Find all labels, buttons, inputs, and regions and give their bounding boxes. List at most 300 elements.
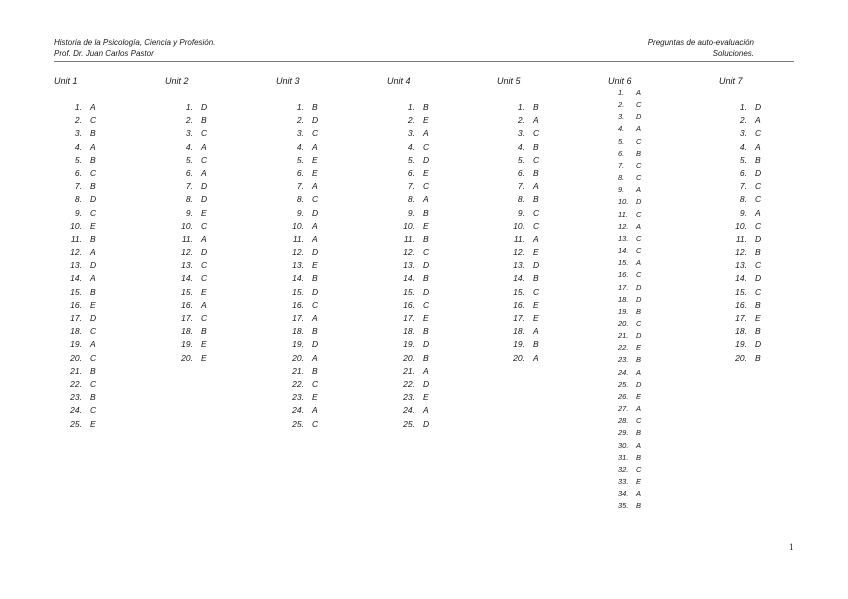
answer-item	[387, 233, 429, 246]
answer-item	[387, 207, 429, 220]
answer-item	[276, 286, 318, 299]
page-number: 1	[789, 542, 794, 552]
question-number: 5.	[739, 154, 747, 165]
answer-letter: D	[755, 167, 762, 178]
answer-letter: D	[312, 286, 319, 297]
answer-item	[618, 318, 641, 330]
unit-title: Unit 1	[54, 76, 78, 86]
question-number: 17.	[735, 313, 747, 323]
answer-letter: B	[312, 365, 318, 376]
answer-letter: E	[636, 343, 642, 353]
question-number: 7.	[407, 181, 415, 192]
answer-item	[387, 246, 429, 259]
answer-item	[276, 193, 318, 206]
answer-letter: A	[533, 352, 539, 363]
answer-letter: C	[90, 207, 97, 218]
question-number: 24.	[292, 405, 304, 416]
answer-letter: A	[533, 115, 539, 126]
question-number: 5.	[296, 154, 304, 165]
answer-letter: A	[90, 339, 96, 350]
answer-item	[276, 404, 318, 417]
answer-letter: B	[312, 273, 318, 284]
answer-item	[719, 272, 761, 285]
unit-column-5	[497, 75, 539, 365]
answer-item	[54, 180, 96, 193]
answer-letter: A	[533, 181, 539, 192]
question-number: 10.	[70, 220, 82, 231]
answer-item	[719, 101, 761, 114]
answer-item	[497, 101, 539, 114]
answer-letter: C	[636, 416, 642, 426]
question-number: 4.	[296, 141, 304, 152]
question-number: 16.	[618, 270, 629, 280]
question-number: 14.	[181, 273, 193, 284]
question-number: 16.	[735, 299, 747, 310]
answer-letter: E	[312, 260, 318, 271]
answer-letter: C	[201, 313, 208, 323]
answer-letter: D	[423, 378, 430, 389]
answer-letter: B	[423, 352, 429, 363]
question-number: 16.	[513, 299, 525, 310]
answer-item	[165, 127, 207, 140]
answer-item	[719, 233, 761, 246]
question-number: 2.	[296, 115, 304, 126]
question-number: 13.	[181, 260, 193, 271]
answer-letter: D	[636, 112, 642, 122]
unit-title: Unit 7	[719, 76, 743, 86]
answer-letter: C	[636, 173, 642, 183]
answer-letter: C	[423, 141, 430, 152]
answer-item	[719, 299, 761, 312]
answer-letter: A	[201, 233, 207, 244]
answer-letter: A	[423, 128, 429, 139]
answer-item	[618, 269, 641, 281]
answer-item	[618, 488, 641, 500]
answer-item	[276, 114, 318, 127]
answer-item	[719, 352, 761, 365]
answer-letter: B	[533, 167, 539, 178]
question-number: 12.	[292, 247, 304, 258]
answer-item	[276, 233, 318, 246]
answer-letter: C	[201, 273, 208, 284]
answer-item	[618, 111, 641, 123]
answer-item	[276, 418, 318, 431]
question-number: 16.	[292, 299, 304, 310]
question-number: 15.	[181, 286, 193, 297]
answer-letter: D	[533, 260, 540, 271]
question-number: 12.	[70, 247, 82, 258]
answer-letter: C	[423, 181, 430, 192]
question-number: 21.	[70, 365, 82, 376]
answer-letter: E	[533, 299, 539, 310]
answer-item	[54, 365, 96, 378]
answer-list	[165, 101, 207, 365]
question-number: 20.	[735, 352, 747, 363]
answer-letter: A	[90, 102, 96, 112]
answer-letter: A	[636, 124, 642, 134]
answer-item	[276, 272, 318, 285]
question-number: 21.	[618, 331, 629, 341]
answer-item	[54, 220, 96, 233]
answer-item	[54, 286, 96, 299]
answer-item	[387, 154, 429, 167]
answer-letter: A	[312, 233, 318, 244]
document-header-right	[648, 37, 754, 59]
question-number: 17.	[513, 313, 525, 323]
answer-letter: E	[90, 299, 96, 310]
answer-item	[165, 246, 207, 259]
unit-column-4	[387, 75, 429, 431]
question-number: 14.	[70, 273, 82, 284]
answer-item	[54, 338, 96, 351]
answer-letter: C	[312, 299, 319, 310]
question-number: 14.	[618, 246, 629, 256]
answer-letter: D	[201, 181, 208, 192]
question-number: 1.	[739, 102, 747, 112]
answer-item	[165, 141, 207, 154]
question-number: 12.	[618, 221, 629, 231]
answer-letter: A	[201, 141, 207, 152]
answer-letter: B	[90, 286, 96, 297]
answer-item	[387, 259, 429, 272]
question-number: 30.	[618, 440, 629, 450]
question-number: 7.	[517, 181, 525, 192]
answer-item	[719, 246, 761, 259]
answer-letter: E	[423, 220, 429, 231]
question-number: 5.	[517, 154, 525, 165]
question-number: 4.	[185, 141, 193, 152]
answer-letter: A	[312, 181, 318, 192]
answer-letter: A	[636, 185, 642, 195]
answer-item	[387, 352, 429, 365]
question-number: 15.	[292, 286, 304, 297]
question-number: 19.	[403, 339, 415, 350]
answer-item	[618, 136, 641, 148]
answer-letter: E	[636, 391, 642, 401]
answer-letter: A	[312, 141, 318, 152]
answer-letter: D	[423, 418, 430, 429]
answer-item	[54, 114, 96, 127]
question-number: 25.	[618, 379, 629, 389]
unit-column-7	[719, 75, 761, 365]
answer-letter: E	[423, 115, 429, 126]
answer-letter: B	[201, 115, 207, 126]
answer-item	[54, 325, 96, 338]
answer-letter: A	[423, 405, 429, 416]
question-number: 8.	[185, 194, 193, 205]
answer-letter: B	[533, 273, 539, 284]
answer-letter: C	[533, 220, 540, 231]
question-number: 14.	[513, 273, 525, 284]
answer-item	[719, 154, 761, 167]
answer-item	[618, 440, 641, 452]
answer-letter: C	[636, 270, 642, 280]
answer-letter: C	[636, 318, 642, 328]
answer-item	[276, 207, 318, 220]
answer-letter: A	[90, 247, 96, 258]
answer-letter: E	[423, 167, 429, 178]
answer-item	[497, 312, 539, 325]
answer-letter: E	[201, 207, 207, 218]
question-number: 11.	[403, 233, 415, 244]
question-number: 17.	[181, 313, 193, 323]
question-number: 4.	[618, 124, 625, 134]
question-number: 13.	[70, 260, 82, 271]
answer-letter: E	[533, 313, 539, 323]
answer-item	[276, 246, 318, 259]
answer-item	[618, 87, 641, 99]
answer-letter: B	[755, 247, 761, 258]
answer-letter: C	[533, 207, 540, 218]
answer-letter: A	[90, 141, 96, 152]
answer-list	[719, 101, 761, 365]
answer-letter: B	[533, 194, 539, 205]
answer-letter: D	[201, 194, 208, 205]
answer-letter: D	[636, 197, 642, 207]
answer-item	[165, 101, 207, 114]
answer-letter: C	[312, 128, 319, 139]
answer-item	[387, 286, 429, 299]
question-number: 8.	[618, 173, 625, 183]
question-number: 8.	[517, 194, 525, 205]
answer-letter: D	[312, 115, 319, 126]
question-number: 27.	[618, 404, 629, 414]
answer-letter: B	[423, 207, 429, 218]
answer-item	[165, 167, 207, 180]
answer-letter: B	[90, 128, 96, 139]
answer-letter: E	[533, 247, 539, 258]
answer-letter: A	[636, 258, 642, 268]
answer-item	[618, 196, 641, 208]
answer-list	[54, 101, 96, 431]
question-number: 9.	[74, 207, 82, 218]
question-number: 20.	[513, 352, 525, 363]
answer-item	[387, 220, 429, 233]
answer-item	[497, 352, 539, 365]
question-number: 4.	[739, 141, 747, 152]
answer-letter: D	[636, 331, 642, 341]
question-number: 11.	[735, 233, 747, 244]
question-number: 33.	[618, 477, 629, 486]
question-number: 5.	[618, 136, 625, 146]
answer-letter: A	[755, 207, 761, 218]
answer-letter: D	[90, 260, 97, 271]
question-number: 11.	[70, 233, 82, 244]
question-number: 1.	[296, 102, 304, 112]
answer-item	[276, 220, 318, 233]
answer-item	[618, 233, 641, 245]
answer-item	[54, 154, 96, 167]
answer-letter: C	[90, 326, 97, 337]
unit-title: Unit 3	[276, 76, 300, 86]
answer-item	[165, 325, 207, 338]
answer-letter: D	[423, 339, 430, 350]
answer-letter: B	[423, 102, 429, 112]
answer-item	[276, 312, 318, 325]
answer-letter: B	[533, 102, 539, 112]
answer-letter: A	[636, 367, 642, 377]
question-number: 1.	[74, 102, 82, 112]
answer-item	[618, 427, 641, 439]
answer-item	[618, 500, 641, 512]
answer-item	[276, 365, 318, 378]
answer-item	[387, 141, 429, 154]
question-number: 12.	[735, 247, 747, 258]
answer-letter: C	[636, 209, 642, 219]
question-number: 17.	[403, 313, 415, 323]
question-number: 22.	[292, 378, 304, 389]
answer-item	[497, 167, 539, 180]
question-number: 3.	[739, 128, 747, 139]
answer-letter: E	[201, 339, 207, 350]
question-number: 7.	[618, 160, 625, 170]
answer-letter: B	[755, 326, 761, 337]
answer-item	[618, 464, 641, 476]
question-number: 21.	[292, 365, 304, 376]
answer-item	[618, 160, 641, 172]
answer-letter: A	[636, 88, 642, 97]
answer-letter: C	[90, 352, 97, 363]
answer-letter: D	[755, 233, 762, 244]
answer-list	[276, 101, 318, 431]
question-number: 11.	[181, 233, 193, 244]
question-number: 3.	[296, 128, 304, 139]
answer-item	[54, 259, 96, 272]
answer-letter: A	[201, 167, 207, 178]
answer-item	[497, 286, 539, 299]
answer-item	[165, 338, 207, 351]
answer-item	[276, 154, 318, 167]
answer-letter: A	[423, 365, 429, 376]
answer-letter: B	[90, 181, 96, 192]
unit-title: Unit 4	[387, 76, 411, 86]
question-number: 2.	[185, 115, 193, 126]
answer-item	[54, 378, 96, 391]
question-number: 35.	[618, 501, 629, 511]
answer-letter: D	[201, 102, 208, 112]
question-number: 6.	[517, 167, 525, 178]
answer-item	[719, 141, 761, 154]
answer-letter: D	[423, 286, 430, 297]
answer-item	[54, 167, 96, 180]
answer-letter: B	[636, 148, 642, 158]
question-number: 9.	[739, 207, 747, 218]
question-number: 20.	[292, 352, 304, 363]
question-number: 19.	[618, 306, 629, 316]
answer-item	[387, 193, 429, 206]
answer-item	[165, 299, 207, 312]
question-number: 15.	[513, 286, 525, 297]
question-number: 16.	[181, 299, 193, 310]
answer-item	[618, 148, 641, 160]
answer-letter: C	[636, 136, 642, 146]
answer-letter: A	[90, 273, 96, 284]
answer-item	[618, 209, 641, 221]
answer-item	[276, 378, 318, 391]
answer-item	[54, 127, 96, 140]
answer-letter: D	[201, 247, 208, 258]
answer-letter: B	[533, 141, 539, 152]
answer-letter: D	[636, 282, 642, 292]
question-number: 1.	[185, 102, 193, 112]
answer-item	[387, 299, 429, 312]
question-number: 11.	[618, 209, 628, 219]
question-number: 8.	[407, 194, 415, 205]
answer-letter: C	[755, 128, 762, 139]
question-number: 8.	[74, 194, 82, 205]
answer-letter: E	[201, 352, 207, 363]
answer-item	[719, 180, 761, 193]
question-number: 15.	[618, 258, 629, 268]
professor-name: Prof. Dr. Juan Carlos Pastor	[54, 49, 154, 58]
question-number: 21.	[403, 365, 415, 376]
answer-item	[618, 452, 641, 464]
question-number: 9.	[296, 207, 304, 218]
answer-letter: E	[312, 392, 318, 403]
answer-letter: D	[312, 207, 319, 218]
answer-item	[719, 259, 761, 272]
answer-item	[387, 378, 429, 391]
answer-letter: B	[90, 365, 96, 376]
answer-item	[276, 299, 318, 312]
answer-letter: B	[312, 102, 318, 112]
answer-item	[165, 286, 207, 299]
answer-list	[497, 101, 539, 365]
answer-item	[719, 114, 761, 127]
answer-item	[165, 352, 207, 365]
answer-item	[497, 207, 539, 220]
question-number: 10.	[513, 220, 525, 231]
answer-item	[54, 299, 96, 312]
answer-letter: C	[636, 160, 642, 170]
question-number: 15.	[735, 286, 747, 297]
question-number: 8.	[739, 194, 747, 205]
answer-letter: E	[312, 154, 318, 165]
answer-letter: C	[312, 418, 319, 429]
question-number: 13.	[618, 233, 629, 243]
answer-item	[618, 172, 641, 184]
answer-letter: B	[636, 306, 642, 316]
answer-item	[165, 180, 207, 193]
answer-item	[497, 220, 539, 233]
question-number: 4.	[407, 141, 415, 152]
answer-letter: C	[201, 260, 208, 271]
question-number: 20.	[403, 352, 415, 363]
answer-item	[54, 418, 96, 431]
answer-letter: B	[423, 326, 429, 337]
question-number: 12.	[513, 247, 525, 258]
answer-letter: A	[312, 352, 318, 363]
question-number: 12.	[181, 247, 193, 258]
answer-item	[387, 404, 429, 417]
question-number: 10.	[618, 197, 629, 207]
question-number: 6.	[618, 148, 625, 158]
answer-letter: A	[533, 233, 539, 244]
answer-letter: B	[755, 299, 761, 310]
answer-item	[276, 352, 318, 365]
answer-letter: E	[636, 477, 642, 486]
answer-item	[719, 338, 761, 351]
question-number: 13.	[403, 260, 415, 271]
answer-item	[276, 259, 318, 272]
question-number: 10.	[403, 220, 415, 231]
answer-item	[618, 282, 641, 294]
answer-letter: D	[423, 260, 430, 271]
answer-letter: A	[636, 404, 642, 414]
answer-letter: D	[755, 102, 762, 112]
answer-letter: C	[312, 378, 319, 389]
question-number: 25.	[403, 418, 415, 429]
